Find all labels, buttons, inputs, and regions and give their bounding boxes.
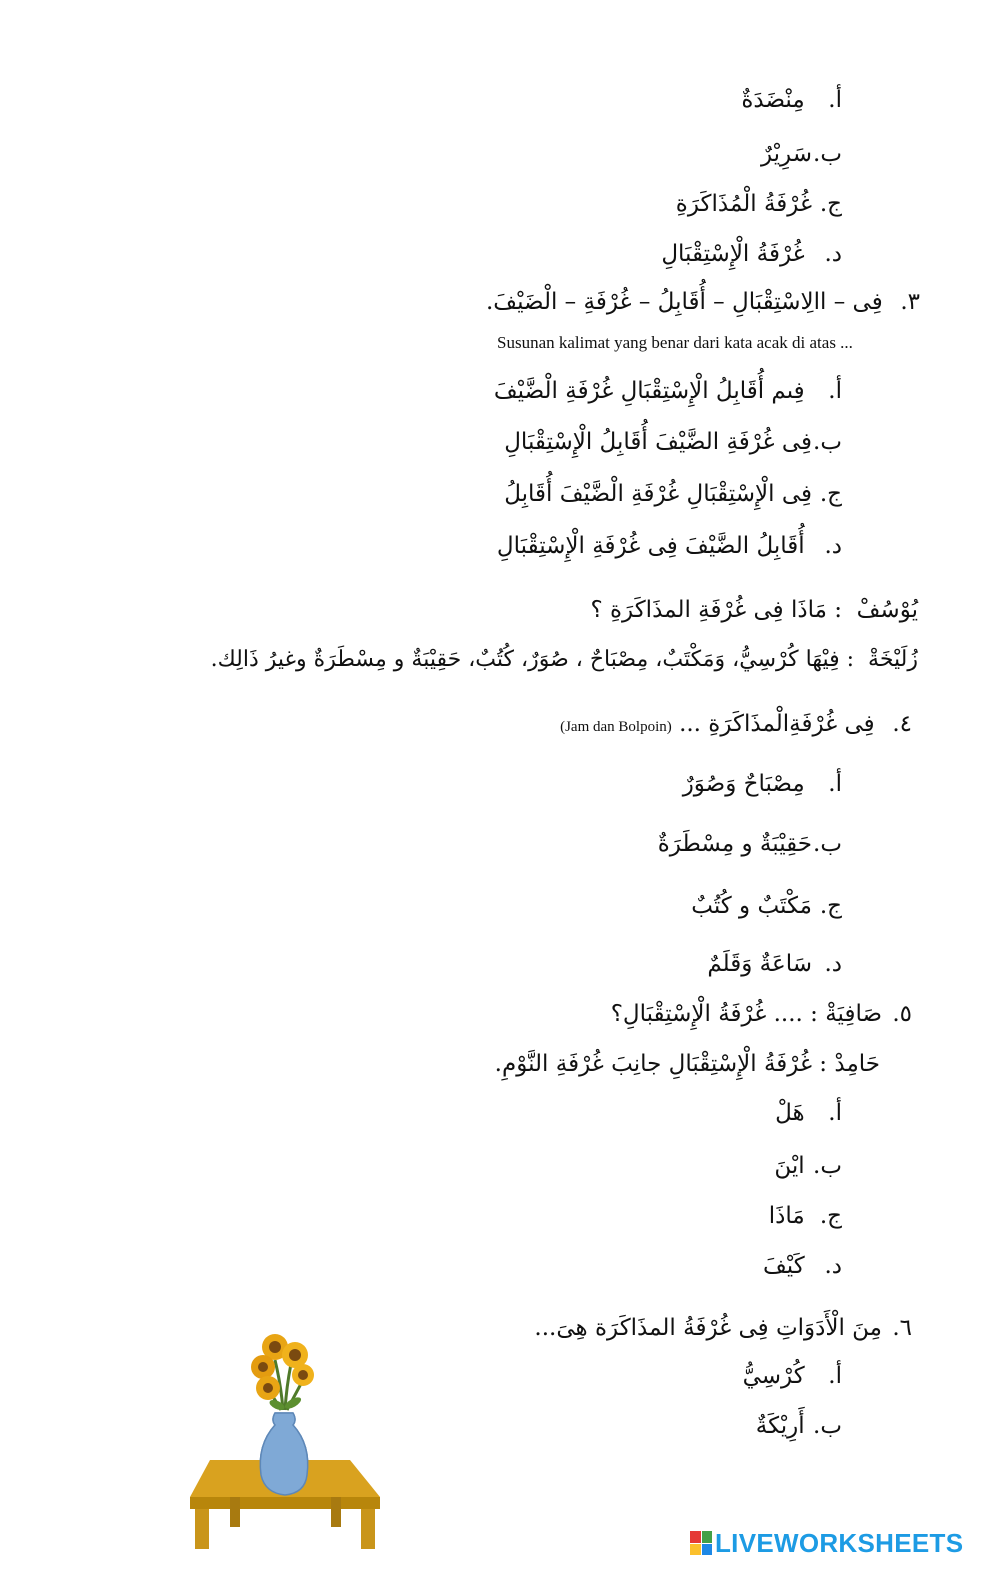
q5-option-d: د. كَيْفَ [762, 1253, 842, 1279]
dialog-line-zulaikha: زُلَيْخَةْ : فِيْهَا كُرْسِيُّ، وَمَكْتَبٌ، مِصْبَاحٌ ، صُوَرٌ، كُتُبٌ، حَقِيْبَةٌ و مِسْطَرَةٌ وغيرُ ذَالِك. [210, 647, 918, 672]
q6-option-a: أ. كُرْسِيُّ [742, 1363, 842, 1389]
liveworksheets-logo [690, 1528, 963, 1558]
q5-option-b: ب. ايْنَ [774, 1153, 842, 1179]
q3-option-d: د. أُقَابِلُ الضَّيْفَ فِى غُرْفَةِ الْإِسْتِقْبَالِ [496, 533, 842, 559]
q4-option-d: د.سَاعَةٌ وَقَلَمٌ [707, 951, 842, 977]
q3-option-c: ج.فِى الْإِسْتِقْبَالِ غُرْفَةِ الْضَّيْفَ أُقَابِلُ [504, 481, 842, 507]
q3-option-a: أ. فِىم أُقَابِلُ الْإِسْتِقْبَالِ غُرْفَةِ الْضَّيْفَ [493, 378, 842, 404]
q5-option-a: أ. هَلْ [775, 1100, 842, 1126]
q5-answer-line: حَامِدْ : غُرْفَةُ الْإِسْتِقْبَالِ جانِبَ غُرْفَةِ النَّوْمِ. [494, 1051, 880, 1077]
liveworksheets-logo-icon [690, 1531, 712, 1555]
q5-prompt: ٥.صَافِيَةْ : .... غُرْفَةُ الْإِسْتِقْبَالِ؟ [610, 1001, 912, 1027]
q4-option-a: أ. مِصْبَاحٌ وَصُوَرٌ [682, 771, 842, 797]
q6-option-b: ب. أَرِيْكَةٌ [755, 1413, 842, 1439]
q2-option-b: ب.سَرِيْرٌ [760, 141, 842, 167]
q2-option-c: ج.غُرْفَةُ الْمُذَاكَرَةِ [675, 191, 842, 217]
q4-option-b: ب.حَقِيْبَةٌ و مِسْطَرَةٌ [657, 831, 842, 857]
q4-prompt: ٤. فِى غُرْفَةِالْمذَاكَرَةِ ... (Jam dan Bolpoin) [560, 711, 912, 737]
dialog-line-yusuf: يُوْسُفْ : مَاذَا فِى غُرْفَةِ المذَاكَرَةِ ؟ [590, 597, 918, 623]
q4-hint: (Jam dan Bolpoin) [560, 719, 672, 735]
liveworksheets-wordmark: LIVEWORKSHEETS [715, 1527, 964, 1558]
q2-option-d: د. غُرْفَةُ الْإِسْتِقْبَالِ [661, 241, 842, 267]
q3-instruction: Susunan kalimat yang benar dari kata acak di atas ... [497, 333, 853, 352]
q3-prompt: ٣. فِى – االِاسْتِقْبَالِ – أُقَابِلُ – غُرْفَةِ – الْضَيْفَ. [485, 289, 920, 315]
table-with-sunflower-vase-illustration [135, 1325, 455, 1550]
q2-option-a: أ. مِنْضَدَةٌ [741, 87, 842, 113]
q3-option-b: ب.فِى غُرْفَةِ الضَّيْفَ أُقَابِلُ الْإِسْتِقْبَالِ [504, 429, 842, 455]
q4-option-c: ج.مَكْتَبٌ و كُتُبٌ [691, 893, 842, 919]
q5-option-c: ج. مَاذَا [768, 1203, 842, 1229]
q6-prompt: ٦.مِنَ الْأَدَوَاتِ فِى غُرْفَةُ المذَاكَرَة هِىَ... [534, 1315, 912, 1341]
